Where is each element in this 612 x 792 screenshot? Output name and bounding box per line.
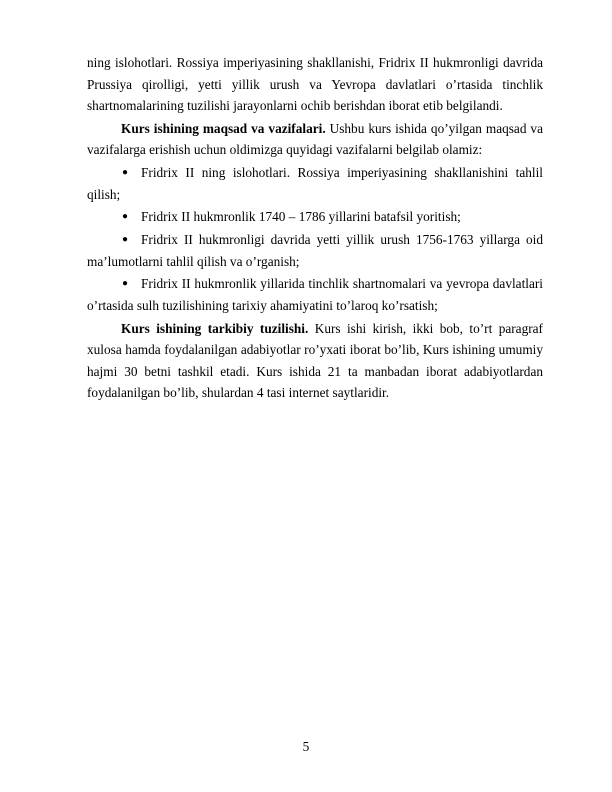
bullet-icon: ● xyxy=(122,278,129,290)
bullet-text-2: Fridrix II hukmronlik 1740 – 1786 yillarini batafsil yoritish; xyxy=(141,209,461,225)
aims-paragraph xyxy=(87,118,543,161)
structure-paragraph xyxy=(87,318,543,404)
bullet-item-3 xyxy=(87,229,543,272)
bullet-text-3: Fridrix II hukmronligi davrida yetti yillik urush 1756-1763 yillarga oid ma’lumotlarni tahlil qilish va o’rganish; xyxy=(87,232,543,269)
aims-text: Ushbu kurs ishida qo’yilgan maqsad va vazifalarga erishish uchun oldimizga quyidagi vazifalarni belgilab olamiz: xyxy=(87,120,543,158)
document-body xyxy=(87,52,543,405)
bullet-text-4: Fridrix II hukmronlik yillarida tinchlik shartnomalari va yevropa davlatlari o’rtasida sulh tuzilishining tarixiy ahamiyatini to’laroq ko’rsatish; xyxy=(87,276,543,313)
intro-paragraph: ning islohotlari. Rossiya imperiyasining shakllanishi, Fridrix II hukmronligi davrida Prussiya qirolligi, yetti yillik urush va Yevropa davlatlari o’rtasida tinchlik shartnomalarining tuzilishi jarayonlarni ochib berishdan iborat etib belgilandi. xyxy=(87,55,543,114)
bullet-icon: ● xyxy=(122,234,129,246)
structure-heading: Kurs ishining tarkibiy tuzilishi. xyxy=(121,320,309,336)
bullet-icon: ● xyxy=(122,211,129,223)
bullet-item-1 xyxy=(87,162,543,205)
bullet-item-2 xyxy=(87,206,543,228)
page-number: 5 xyxy=(302,739,310,754)
bullet-item-4 xyxy=(87,273,543,316)
aims-heading: Kurs ishining maqsad va vazifalari. xyxy=(121,120,326,136)
structure-text: Kurs ishi kirish, ikki bob, to’rt paragraf xulosa hamda foydalanilgan adabiyotlar ro’yxati iborat bo’lib, Kurs ishining umumiy hajmi 30 betni tashkil etadi. Kurs ishida 21 ta manbadan iborat adabiyotlardan foydalanilgan bo’lib, shulardan 4 tasi internet saytlaridir. xyxy=(87,320,543,401)
bullet-icon: ● xyxy=(122,167,129,179)
bullet-text-1: Fridrix II ning islohotlari. Rossiya imperiyasining shakllanishini tahlil qilish; xyxy=(87,165,543,202)
